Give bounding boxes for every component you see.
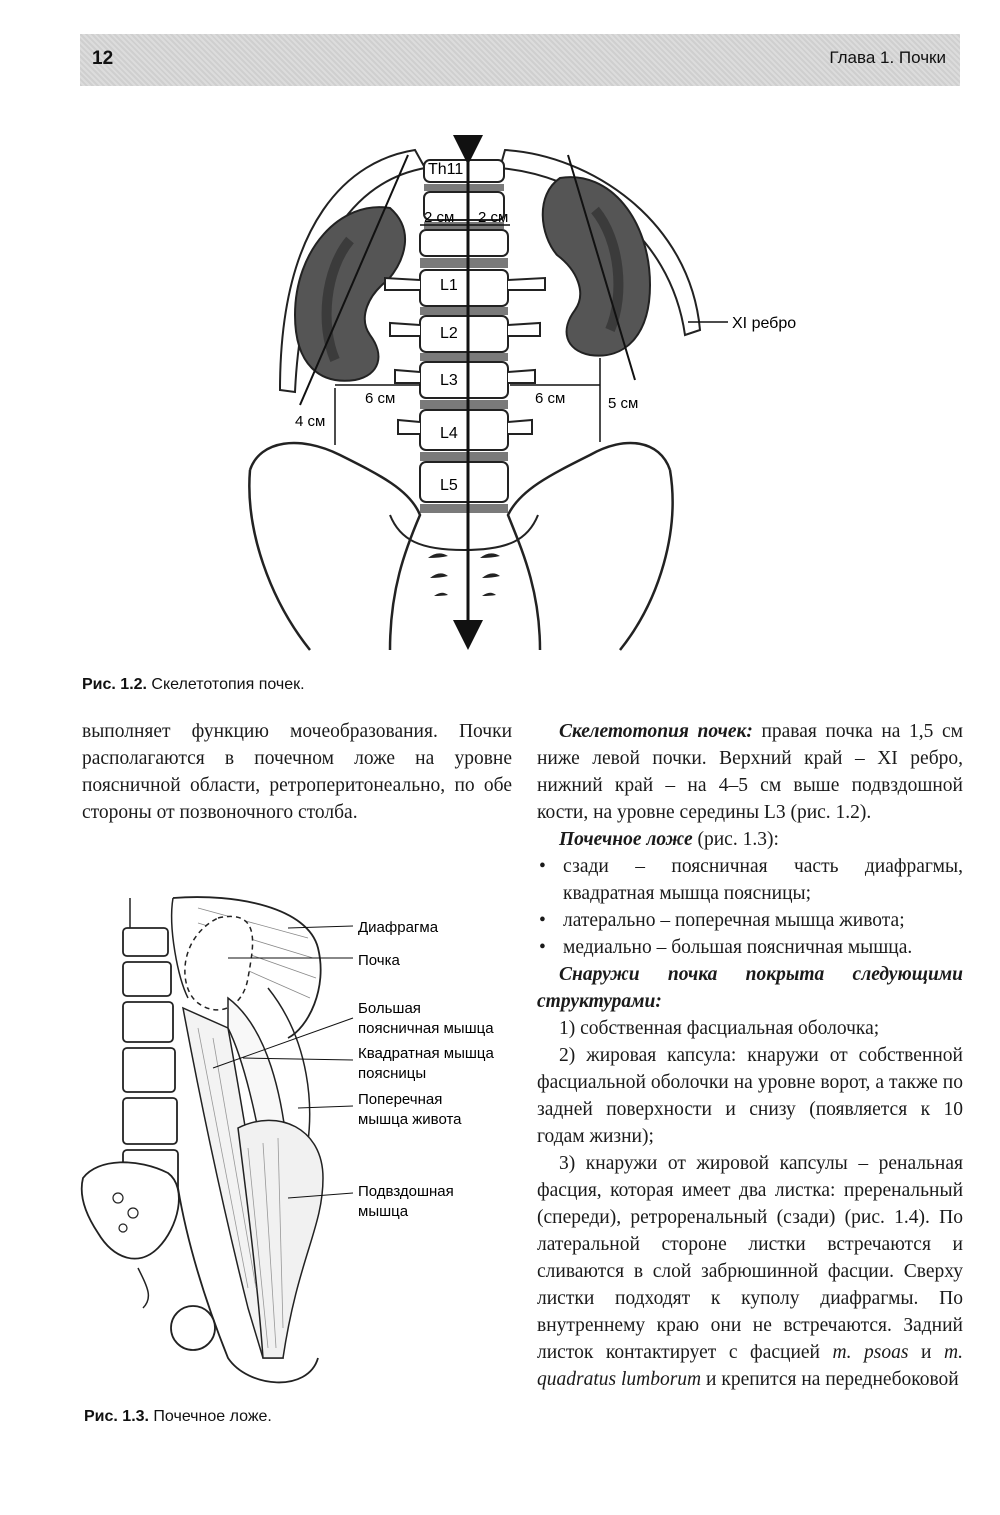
label-transverse-line1: Поперечная (358, 1091, 443, 1108)
label-psoas-line2: поясничная мышца (358, 1020, 494, 1037)
right-column (537, 718, 963, 1393)
item3-text-b: и крепится на переднебоковой (701, 1369, 959, 1390)
figure-kidney-bed (78, 888, 518, 1408)
list-item: • сзади – поясничная часть диафрагмы, квадратная мышца поясницы; (537, 853, 963, 907)
label-quadratus-line2: поясницы (358, 1065, 427, 1082)
label-l1: L1 (440, 277, 458, 294)
label-kidney: Почка (358, 952, 400, 969)
skeletotopy-heading: Скелетотопия почек: (559, 721, 753, 742)
label-l3: L3 (440, 372, 458, 389)
spine-lateral (123, 928, 178, 1196)
label-rib: XI ребро (732, 315, 797, 332)
left-column (82, 718, 512, 826)
kidney-outline (185, 916, 253, 1009)
figure2-caption (84, 1408, 272, 1426)
label-right-5cm: 5 см (608, 395, 639, 412)
structure-item-1: 1) собственная фасциальная оболочка; (559, 1018, 880, 1039)
label-left-2cm: 2 см (424, 209, 455, 226)
label-right-2cm: 2 см (478, 209, 509, 226)
kidney-bed-list (537, 853, 963, 961)
label-quadratus-line1: Квадратная мышца (358, 1045, 494, 1062)
kidney-bed-heading: Почечное ложе (559, 829, 693, 850)
structures-heading: Снаружи почка покрыта следующими структурами: (537, 964, 963, 1012)
label-l2: L2 (440, 325, 458, 342)
item3-psoas: m. psoas (832, 1342, 909, 1363)
left-paragraph: выполняет функцию мочеобразования. Почки располагаются в почечном ложе на уровне поясничной области, ретроперитонеально, по обе стороны от позвоночного столба. (82, 721, 512, 823)
figure2-caption-number: Рис. 1.3. (84, 1408, 149, 1425)
figure2-caption-text: Почечное ложе. (148, 1408, 272, 1425)
kidney-bed-ref: (рис. 1.3): (692, 829, 779, 850)
chapter-title: Глава 1. Почки (829, 48, 946, 67)
label-transverse-line2: мышца живота (358, 1111, 462, 1128)
figure1-caption-text: Скелетотопия почек. (146, 676, 305, 693)
skeletotopy-text: правая почка на 1,5 см ниже левой почки. Верхний край – XI ребро, нижний край – на 4–5 см выше подвздошной кости, на уровне середины L3 (рис. 1.2). (537, 721, 963, 823)
structure-item-2: 2) жировая капсула: кнаружи от собственной фасциальной оболочки на уровне ворот, а также по задней поверхности и снизу (появляется к 10 годам жизни); (537, 1045, 963, 1147)
label-diaphragm: Диафрагма (358, 919, 439, 936)
label-th11: Th11 (428, 161, 464, 178)
list-item: • медиально – большая поясничная мышца. (537, 934, 963, 961)
label-l5: L5 (440, 477, 458, 494)
label-right-6cm: 6 см (535, 390, 566, 407)
skeletotopy-paragraph (537, 718, 963, 826)
item3-text-a: 3) кнаружи от жировой капсулы – ренальная фасция, которая имеет два листка: преренальный (спереди), ретроренальный (сзади) (рис. 1.4). По латеральной стороне листки встречаются и сливаются в слой забрюшинной фасции. Сверху листки подходят к куполу диафрагмы. По внутреннему краю они не встречаются. Задний листок контактирует с фасцией (537, 1153, 963, 1363)
kidney-bed-paragraph (537, 826, 963, 853)
label-left-6cm: 6 см (365, 390, 396, 407)
figure1-caption (82, 676, 305, 694)
list-item: • латерально – поперечная мышца живота; (537, 907, 963, 934)
page-header (80, 34, 960, 86)
figure-skeletotopy (240, 130, 840, 660)
structure-item-3 (537, 1150, 963, 1393)
label-iliac-line2: мышца (358, 1203, 409, 1220)
page-number: 12 (92, 48, 114, 69)
item3-and: и (908, 1342, 945, 1363)
figure1-caption-number: Рис. 1.2. (82, 676, 147, 693)
label-psoas-line1: Большая (358, 1000, 421, 1017)
label-l4: L4 (440, 425, 458, 442)
item3-quadratus: m. quadratus lumborum (537, 1342, 964, 1390)
label-iliac-line1: Подвздошная (358, 1183, 454, 1200)
label-left-4cm: 4 см (295, 413, 326, 430)
